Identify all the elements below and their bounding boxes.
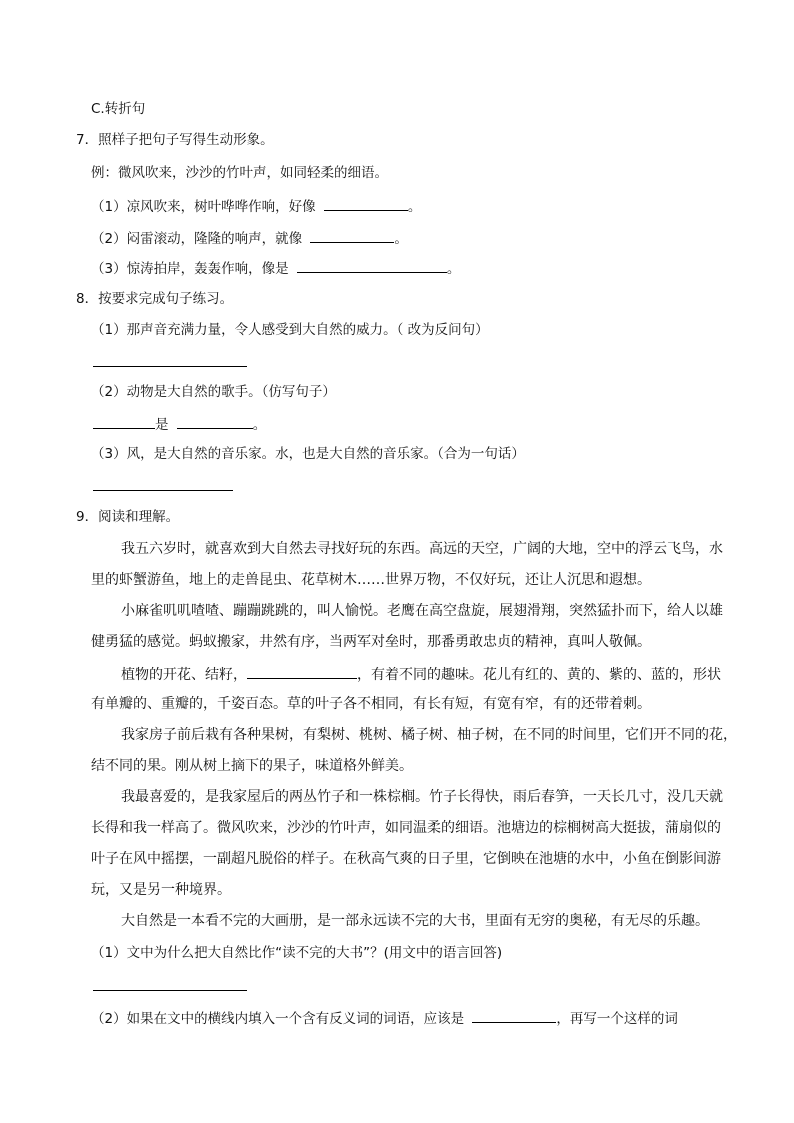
passage-line: 玩，又是另一种境界。 bbox=[91, 882, 231, 898]
answer-blank[interactable] bbox=[472, 1008, 556, 1023]
question-9-sub-2 bbox=[91, 1008, 678, 1028]
question-7-item-3 bbox=[91, 258, 460, 278]
answer-line[interactable] bbox=[93, 990, 247, 991]
passage-line: 叶子在风中摇摆，一副超凡脱俗的样子。在秋高气爽的日子里，它倒映在池塘的水中，小鱼在倒影间游 bbox=[91, 851, 721, 867]
answer-blank[interactable] bbox=[297, 258, 447, 273]
question-7-item-2-text: （2）闷雷滚动，隆隆的响声，就像 bbox=[91, 231, 303, 247]
question-9-sub-1: （1）文中为什么把大自然比作“读不完的大书”？(用文中的语言回答) bbox=[91, 945, 503, 961]
question-8-item-1: （1）那声音充满力量，令人感受到大自然的威力。（ 改为反问句） bbox=[91, 322, 489, 338]
answer-blank[interactable] bbox=[93, 414, 155, 429]
passage-blank[interactable] bbox=[247, 664, 357, 679]
question-7-item-1-text: （1）凉风吹来，树叶哗哗作响，好像 bbox=[91, 199, 316, 215]
passage-line: 小麻雀叽叽喳喳、蹦蹦跳跳的，叫人愉悦。老鹰在高空盘旋，展翅滑翔，突然猛扑而下，给人以雄 bbox=[121, 603, 723, 619]
passage-text: 植物的开花、结籽， bbox=[121, 667, 247, 683]
option-c: C.转折句 bbox=[91, 101, 146, 117]
passage-line bbox=[121, 664, 721, 684]
question-8-item-2: （2）动物是大自然的歌手。（仿写句子） bbox=[91, 384, 336, 400]
answer-line[interactable] bbox=[93, 490, 233, 491]
passage-line: 我家房子前后栽有各种果树，有梨树、桃树、橘子树、柚子树，在不同的时间里，它们开不同的花， bbox=[121, 727, 737, 743]
passage-line: 大自然是一本看不完的大画册，是一部永远读不完的大书，里面有无穷的奥秘，有无尽的乐趣。 bbox=[121, 913, 709, 929]
question-7-title: 7．照样子把句子写得生动形象。 bbox=[76, 132, 274, 148]
question-8-title: 8．按要求完成句子练习。 bbox=[76, 291, 234, 307]
answer-line[interactable] bbox=[93, 366, 247, 367]
period: 。 bbox=[446, 261, 461, 277]
question-7-example: 例：微风吹来，沙沙的竹叶声，如同轻柔的细语。 bbox=[91, 165, 388, 181]
period: 。 bbox=[252, 417, 267, 433]
question-9-title: 9．阅读和理解。 bbox=[76, 509, 180, 525]
question-8-item-2-answer bbox=[93, 414, 266, 434]
period: 。 bbox=[394, 231, 408, 247]
answer-blank[interactable] bbox=[324, 196, 408, 211]
passage-line: 我五六岁时，就喜欢到大自然去寻找好玩的东西。高远的天空，广阔的大地，空中的浮云飞鸟，水 bbox=[121, 541, 723, 557]
passage-line: 有单瓣的、重瓣的，千姿百态。草的叶子各不相同，有长有短，有宽有窄，有的还带着刺。 bbox=[91, 696, 651, 712]
question-8-item-3: （3）风，是大自然的音乐家。水，也是大自然的音乐家。（合为一句话） bbox=[91, 446, 525, 462]
question-text: ，再写一个这样的词 bbox=[556, 1011, 678, 1027]
passage-line: 健勇猛的感觉。蚂蚁搬家，井然有序，当两军对垒时，那番勇敢忠贞的精神，真叫人敬佩。 bbox=[91, 634, 651, 650]
answer-blank[interactable] bbox=[177, 414, 253, 429]
question-7-item-1 bbox=[91, 196, 421, 216]
passage-line: 里的虾蟹游鱼，地上的走兽昆虫、花草树木……世界万物，不仅好玩，还让人沉思和遐想。 bbox=[91, 572, 651, 588]
period: 。 bbox=[407, 199, 422, 215]
shi-label: 是 bbox=[155, 417, 169, 433]
passage-line: 长得和我一样高了。微风吹来，沙沙的竹叶声，如同温柔的细语。池塘边的棕榈树高大挺拔，蒲扇似的 bbox=[91, 820, 721, 836]
question-7-item-3-text: （3）惊涛拍岸，轰轰作响，像是 bbox=[91, 261, 289, 277]
passage-line: 结不同的果。刚从树上摘下的果子，味道格外鲜美。 bbox=[91, 758, 413, 774]
answer-blank[interactable] bbox=[310, 228, 394, 243]
passage-text: ，有着不同的趣味。花儿有红的、黄的、紫的、蓝的，形状 bbox=[357, 667, 721, 683]
question-text: （2）如果在文中的横线内填入一个含有反义词的词语，应该是 bbox=[91, 1011, 465, 1027]
question-7-item-2 bbox=[91, 228, 408, 248]
passage-line: 我最喜爱的，是我家屋后的两丛竹子和一株棕榈。竹子长得快，雨后春笋，一天长几寸，没几天就 bbox=[121, 789, 723, 805]
